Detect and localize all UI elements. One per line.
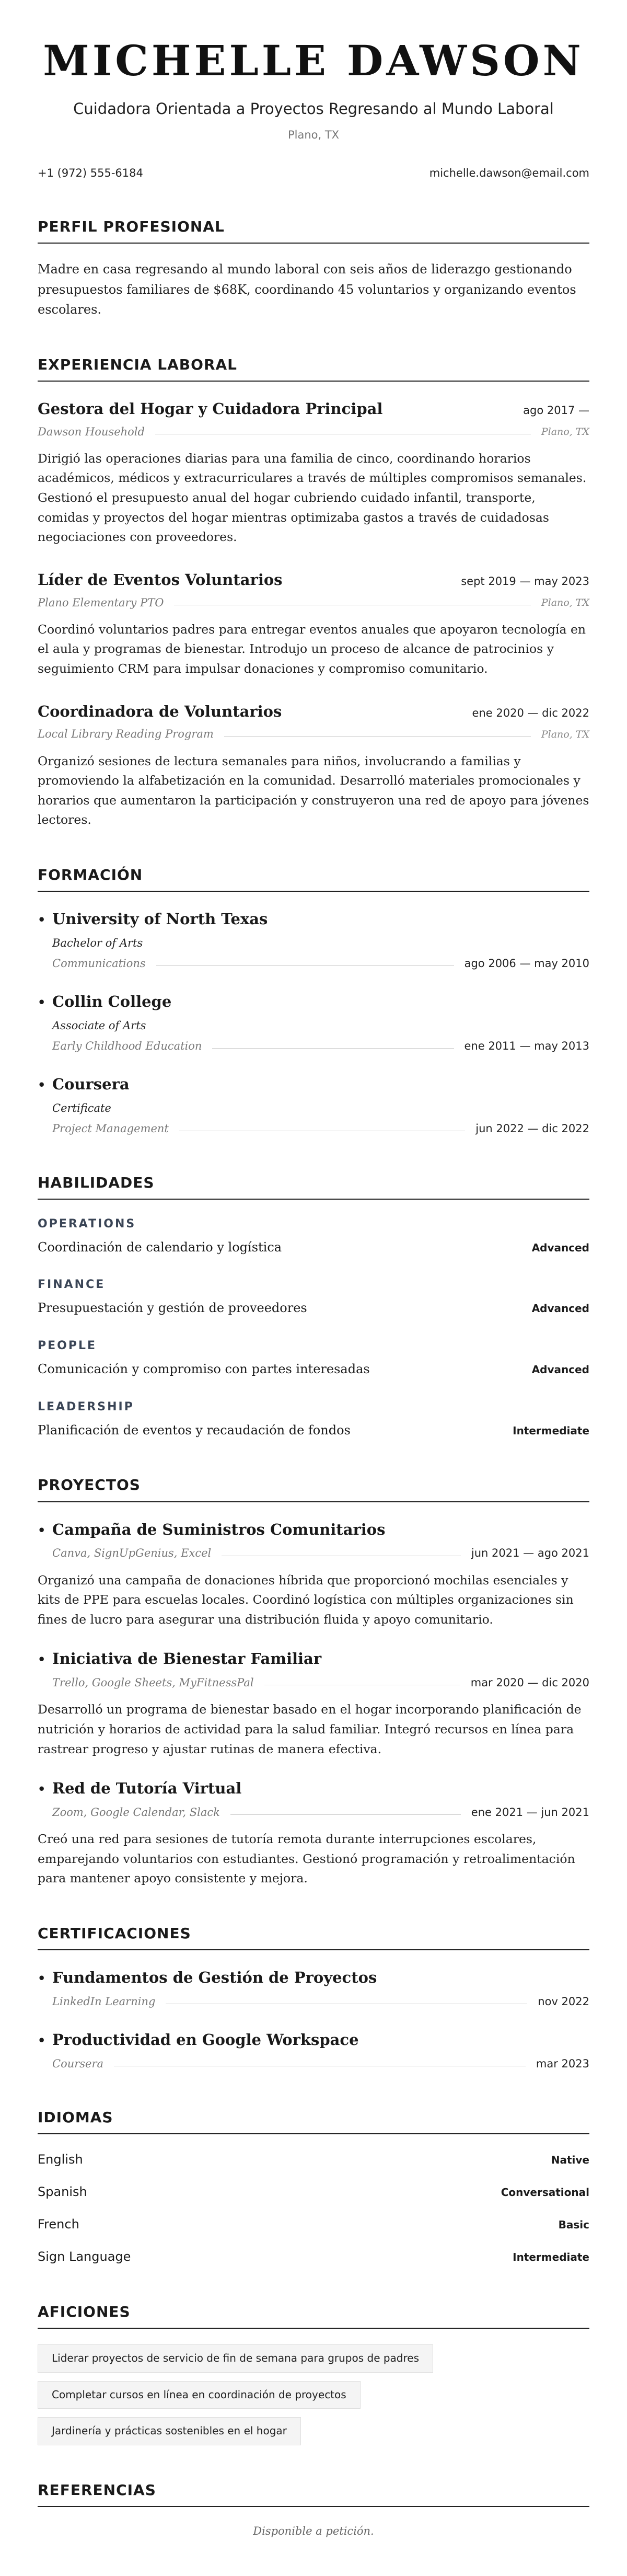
- candidate-location: Plano, TX: [287, 128, 340, 141]
- hobby-tag: Completar cursos en línea en coordinación de proyectos: [38, 2381, 361, 2409]
- candidate-name: MICHELLE DAWSON: [43, 36, 584, 85]
- certification-date: mar 2023: [536, 2057, 589, 2070]
- email-address: michelle.dawson@email.com: [429, 166, 589, 179]
- profile-summary: Madre en casa regresando al mundo laboral con seis años de liderazgo gestionando presupuestos familiares de $68K, coordinando 45 voluntarios y organizando eventos escolares.: [38, 262, 576, 317]
- project-tools: Canva, SignUpGenius, Excel: [52, 1547, 212, 1560]
- projects-section: [38, 1474, 589, 1889]
- job-entry: [38, 700, 589, 830]
- project-name: Iniciativa de Bienestar Familiar: [52, 1650, 322, 1668]
- certification-name: Productividad en Google Workspace: [52, 2031, 359, 2049]
- field-of-study: Early Childhood Education: [52, 1040, 202, 1053]
- education-entry: [38, 1073, 589, 1137]
- job-dates: ago 2017 —: [523, 404, 589, 417]
- hobby-tags: [38, 2344, 589, 2445]
- job-entry: [38, 568, 589, 679]
- skill-name: Comunicación y compromiso con partes interesadas: [38, 1361, 370, 1376]
- job-description: Organizó sesiones de lectura semanales para niños, involucrando a familias y promoviendo la alfabetización en la comunidad. Desarrolló materiales promocionales y horarios que aumentaron la participación y construyeron una red de apoyo para jóvenes lectores.: [38, 753, 589, 827]
- degree: Associate of Arts: [52, 1019, 146, 1032]
- language-level: Conversational: [501, 2186, 589, 2199]
- section-title: EXPERIENCIA LABORAL: [38, 353, 589, 382]
- language-row: [38, 2182, 589, 2202]
- section-title: IDIOMAS: [38, 2106, 589, 2134]
- job-organization: Dawson Household: [38, 425, 145, 438]
- skill-group: [38, 1337, 589, 1379]
- skill-name: Planificación de eventos y recaudación de fondos: [38, 1422, 351, 1438]
- project-dates: jun 2021 — ago 2021: [471, 1547, 589, 1560]
- bullet-icon: •: [38, 1077, 46, 1093]
- field-of-study: Project Management: [52, 1122, 169, 1135]
- language-row: [38, 2150, 589, 2170]
- bullet-icon: •: [38, 912, 46, 928]
- project-tools: Trello, Google Sheets, MyFitnessPal: [52, 1676, 254, 1689]
- dotted-leader: [156, 965, 454, 966]
- language-row: [38, 2215, 589, 2235]
- certification-date: nov 2022: [538, 1995, 589, 2008]
- language-level: Intermediate: [513, 2251, 589, 2264]
- degree: Certificate: [52, 1102, 111, 1115]
- bullet-icon: •: [38, 1652, 46, 1668]
- language-name: French: [38, 2217, 79, 2232]
- language-level: Basic: [558, 2218, 589, 2232]
- school-name: Collin College: [52, 993, 172, 1011]
- job-organization: Local Library Reading Program: [38, 728, 214, 741]
- project-tools: Zoom, Google Calendar, Slack: [52, 1806, 220, 1819]
- references-section: [38, 2479, 589, 2540]
- job-description: Coordinó voluntarios padres para entregar eventos anuales que apoyaron tecnología en el aula y programas de bienestar. Introdujo un proceso de alcance de patrocinios y seguimiento CRM para impulsar donaciones y compromiso comunitario.: [38, 622, 586, 676]
- skill-name: Coordinación de calendario y logística: [38, 1239, 282, 1255]
- hobby-tag: Liderar proyectos de servicio de fin de semana para grupos de padres: [38, 2344, 433, 2373]
- skill-level: Advanced: [531, 1363, 589, 1376]
- education-entry: [38, 990, 589, 1055]
- skill-category: FINANCE: [38, 1278, 106, 1292]
- school-name: Coursera: [52, 1075, 130, 1094]
- skill-category: PEOPLE: [38, 1339, 97, 1353]
- skill-category: OPERATIONS: [38, 1217, 136, 1230]
- job-dates: sept 2019 — may 2023: [461, 574, 589, 588]
- degree: Bachelor of Arts: [52, 936, 143, 949]
- bullet-icon: •: [38, 2033, 46, 2049]
- job-dates: ene 2020 — dic 2022: [472, 706, 589, 719]
- skill-group: [38, 1276, 589, 1318]
- education-dates: jun 2022 — dic 2022: [475, 1122, 589, 1135]
- section-title: HABILIDADES: [38, 1171, 589, 1200]
- dotted-leader: [224, 736, 531, 737]
- dotted-leader: [230, 1814, 461, 1815]
- skill-name: Presupuestación y gestión de proveedores: [38, 1301, 307, 1316]
- project-dates: mar 2020 — dic 2020: [470, 1676, 589, 1689]
- job-title: Gestora del Hogar y Cuidadora Principal: [38, 399, 383, 418]
- project-description: Creó una red para sesiones de tutoría remota durante interrupciones escolares, emparejando voluntarios con estudiantes. Gestionó programación y retroalimentación para mantener apoyo consistente y mejora.: [38, 1832, 575, 1886]
- section-title: AFICIONES: [38, 2301, 589, 2329]
- bullet-icon: •: [38, 1971, 46, 1986]
- language-name: Spanish: [38, 2184, 87, 2200]
- education-dates: ago 2006 — may 2010: [464, 957, 589, 970]
- job-location: Plano, TX: [541, 597, 589, 609]
- dotted-leader: [212, 1048, 454, 1049]
- job-title: Líder de Eventos Voluntarios: [38, 570, 283, 589]
- project-description: Organizó una campaña de donaciones híbrida que proporcionó mochilas esenciales y kits de PPE para escuelas locales. Coordinó logística con múltiples organizaciones sin fines de lucro para asegurar una distribución fluida y apoyo comunitario.: [38, 1572, 574, 1627]
- section-title: PERFIL PROFESIONAL: [38, 215, 589, 244]
- project-description: Desarrolló un programa de bienestar basado en el hogar incorporando planificación de nutrición y horarios de actividad para la salud familiar. Integró recursos en línea para rastrear progreso y ajustar rutinas de manera efectiva.: [38, 1702, 582, 1756]
- certifications-section: [38, 1922, 589, 2073]
- bullet-icon: •: [38, 1781, 46, 1797]
- skill-level: Intermediate: [513, 1424, 589, 1437]
- project-name: Red de Tutoría Virtual: [52, 1779, 242, 1798]
- skill-level: Advanced: [531, 1302, 589, 1315]
- skill-group: [38, 1398, 589, 1441]
- project-entry: [38, 1647, 589, 1759]
- skill-category: LEADERSHIP: [38, 1400, 134, 1413]
- skills-section: [38, 1171, 589, 1441]
- phone-number: +1 (972) 555-6184: [38, 166, 143, 179]
- school-name: University of North Texas: [52, 910, 268, 928]
- project-dates: ene 2021 — jun 2021: [471, 1806, 589, 1819]
- section-title: CERTIFICACIONES: [38, 1922, 589, 1950]
- field-of-study: Communications: [52, 957, 146, 970]
- references-note: Disponible a petición.: [253, 2525, 374, 2538]
- job-description: Dirigió las operaciones diarias para una familia de cinco, coordinando horarios académicos, médicos y extracurriculares a través de múltiples compromisos semanales. Gestionó el presupuesto anual del hogar cubriendo cuidado infantil, transporte, comidas y proyectos del hogar mientras optimizaba gastos a través de cuidadosas negociaciones con proveedores.: [38, 451, 587, 545]
- certification-issuer: Coursera: [52, 2057, 104, 2070]
- section-title: REFERENCIAS: [38, 2479, 589, 2507]
- section-title: PROYECTOS: [38, 1474, 589, 1502]
- skill-group: [38, 1215, 589, 1258]
- project-name: Campaña de Suministros Comunitarios: [52, 1520, 386, 1538]
- job-entry: [38, 397, 589, 547]
- job-title: Coordinadora de Voluntarios: [38, 702, 282, 720]
- job-organization: Plano Elementary PTO: [38, 596, 164, 609]
- language-name: English: [38, 2152, 83, 2167]
- certification-entry: [38, 1966, 589, 2010]
- project-entry: [38, 1518, 589, 1630]
- languages-section: [38, 2106, 589, 2267]
- experience-section: [38, 353, 589, 830]
- resume-header: [38, 37, 589, 144]
- candidate-headline: Cuidadora Orientada a Proyectos Regresando al Mundo Laboral: [73, 100, 554, 118]
- education-section: [38, 864, 589, 1138]
- education-entry: [38, 907, 589, 972]
- contact-row: [38, 165, 589, 182]
- profile-section: [38, 215, 589, 319]
- certification-name: Fundamentos de Gestión de Proyectos: [52, 1969, 377, 1987]
- job-location: Plano, TX: [541, 426, 589, 438]
- hobby-tag: Jardinería y prácticas sostenibles en el hogar: [38, 2417, 301, 2445]
- certification-entry: [38, 2028, 589, 2073]
- bullet-icon: •: [38, 995, 46, 1010]
- language-row: [38, 2247, 589, 2267]
- project-entry: [38, 1777, 589, 1889]
- skill-level: Advanced: [531, 1241, 589, 1254]
- language-name: Sign Language: [38, 2249, 131, 2264]
- education-dates: ene 2011 — may 2013: [464, 1040, 589, 1053]
- bullet-icon: •: [38, 1522, 46, 1538]
- job-location: Plano, TX: [541, 728, 589, 740]
- section-title: FORMACIÓN: [38, 864, 589, 892]
- language-level: Native: [551, 2154, 589, 2167]
- hobbies-section: [38, 2301, 589, 2445]
- certification-issuer: LinkedIn Learning: [52, 1995, 156, 2008]
